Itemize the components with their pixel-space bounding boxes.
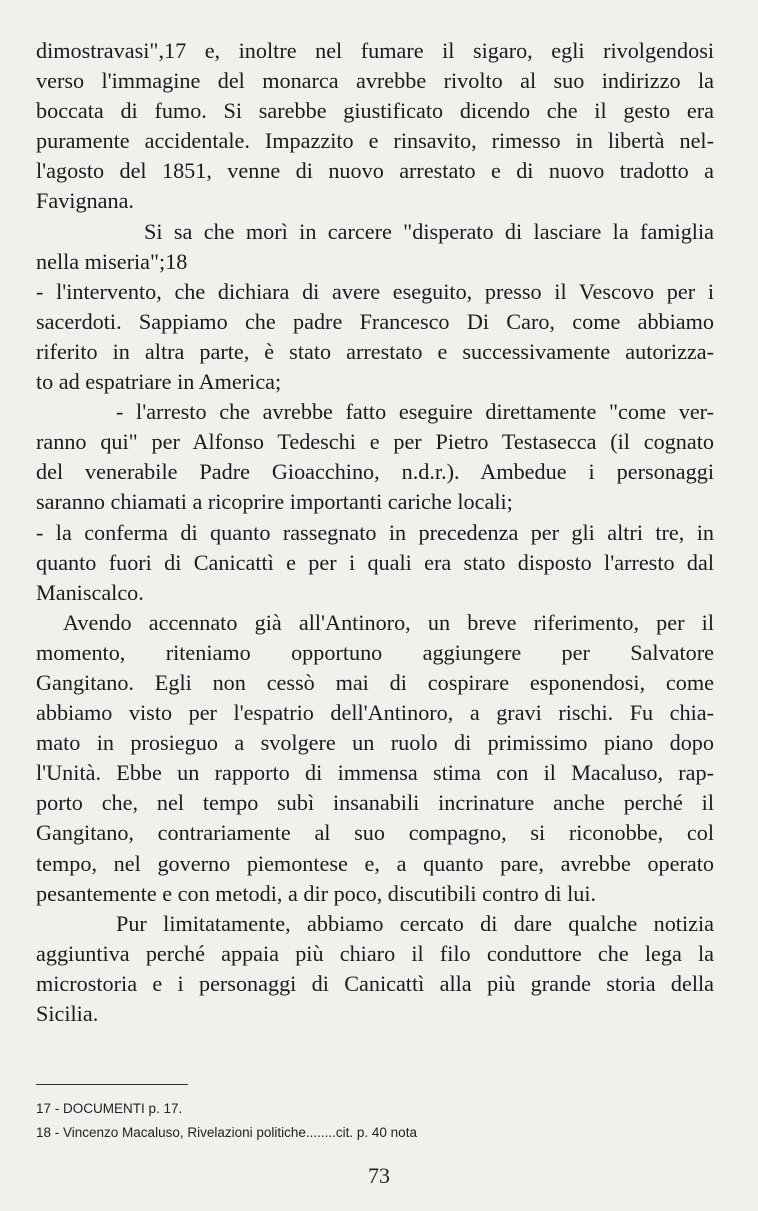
text-line: to ad espatriare in America;: [36, 369, 282, 395]
text-line: l'Unità. Ebbe un rapporto di immensa stima con il Macaluso, rap-: [36, 760, 714, 786]
text-line: Pur limitatamente, abbiamo cercato di dare qualche notizia: [116, 910, 714, 936]
text-line: mato in prosieguo a svolgere un ruolo di primissimo piano dopo: [36, 730, 714, 756]
footnote: 18 - Vincenzo Macaluso, Rivelazioni politiche........cit. p. 40 nota: [36, 1125, 417, 1140]
page-number: 73: [368, 1163, 390, 1188]
footnote: 17 - DOCUMENTI p. 17.: [36, 1101, 183, 1116]
text-line: del venerabile Padre Gioacchino, n.d.r.). Ambedue i personaggi: [36, 459, 714, 485]
text-line: dimostravasi",17 e, inoltre nel fumare il sigaro, egli rivolgendosi: [36, 38, 714, 63]
text-line: - l'intervento, che dichiara di avere eseguito, presso il Vescovo per i: [36, 278, 714, 304]
text-line: sacerdoti. Sappiamo che padre Francesco Di Caro, come abbiamo: [36, 308, 714, 334]
text-line: - la conferma di quanto rassegnato in precedenza per gli altri tre, in: [36, 519, 714, 545]
footnote-divider: [36, 1084, 188, 1085]
text-line: riferito in altra parte, è stato arrestato e successivamente autorizza-: [36, 338, 714, 364]
text-line: momento, riteniamo opportuno aggiungere per Salvatore: [36, 639, 714, 665]
text-line: l'agosto del 1851, venne di nuovo arrestato e di nuovo tradotto a: [36, 158, 714, 184]
text-line: Avendo accennato già all'Antinoro, un breve riferimento, per il: [63, 609, 714, 635]
text-line: verso l'immagine del monarca avrebbe rivolto al suo indirizzo la: [36, 68, 714, 94]
text-line: boccata di fumo. Si sarebbe giustificato dicendo che il gesto era: [36, 98, 714, 124]
text-line: saranno chiamati a ricoprire importanti cariche locali;: [36, 489, 513, 515]
text-line: aggiuntiva perché appaia più chiaro il filo conduttore che lega la: [36, 940, 714, 966]
text-line: Gangitano. Egli non cessò mai di cospirare esponendosi, come: [36, 669, 714, 695]
text-line: puramente accidentale. Impazzito e rinsavito, rimesso in libertà nel-: [36, 128, 714, 154]
text-line: microstoria e i personaggi di Canicattì alla più grande storia della: [36, 970, 714, 996]
text-line: abbiamo visto per l'espatrio dell'Antinoro, a gravi rischi. Fu chia-: [36, 700, 714, 726]
text-line: Favignana.: [36, 188, 134, 214]
footnotes: [36, 1097, 714, 1145]
text-line: Si sa che morì in carcere "disperato di lasciare la famiglia: [144, 218, 714, 244]
text-line: porto che, nel tempo subì insanabili incrinature anche perché il: [36, 790, 714, 816]
text-line: ranno qui" per Alfonso Tedeschi e per Pietro Testasecca (il cognato: [36, 429, 714, 455]
text-line: Maniscalco.: [36, 579, 144, 605]
text-line: Sicilia.: [36, 1001, 99, 1026]
text-line: tempo, nel governo piemontese e, a quanto pare, avrebbe operato: [36, 850, 714, 876]
body-text: [36, 36, 714, 1029]
text-line: pesantemente e con metodi, a dir poco, discutibili contro di lui.: [36, 880, 597, 906]
text-line: quanto fuori di Canicattì e per i quali era stato disposto l'arresto dal: [36, 549, 714, 575]
text-line: Gangitano, contrariamente al suo compagno, si riconobbe, col: [36, 820, 714, 846]
text-line: - l'arresto che avrebbe fatto eseguire direttamente "come ver-: [116, 399, 714, 425]
text-line: nella miseria";18: [36, 248, 188, 274]
